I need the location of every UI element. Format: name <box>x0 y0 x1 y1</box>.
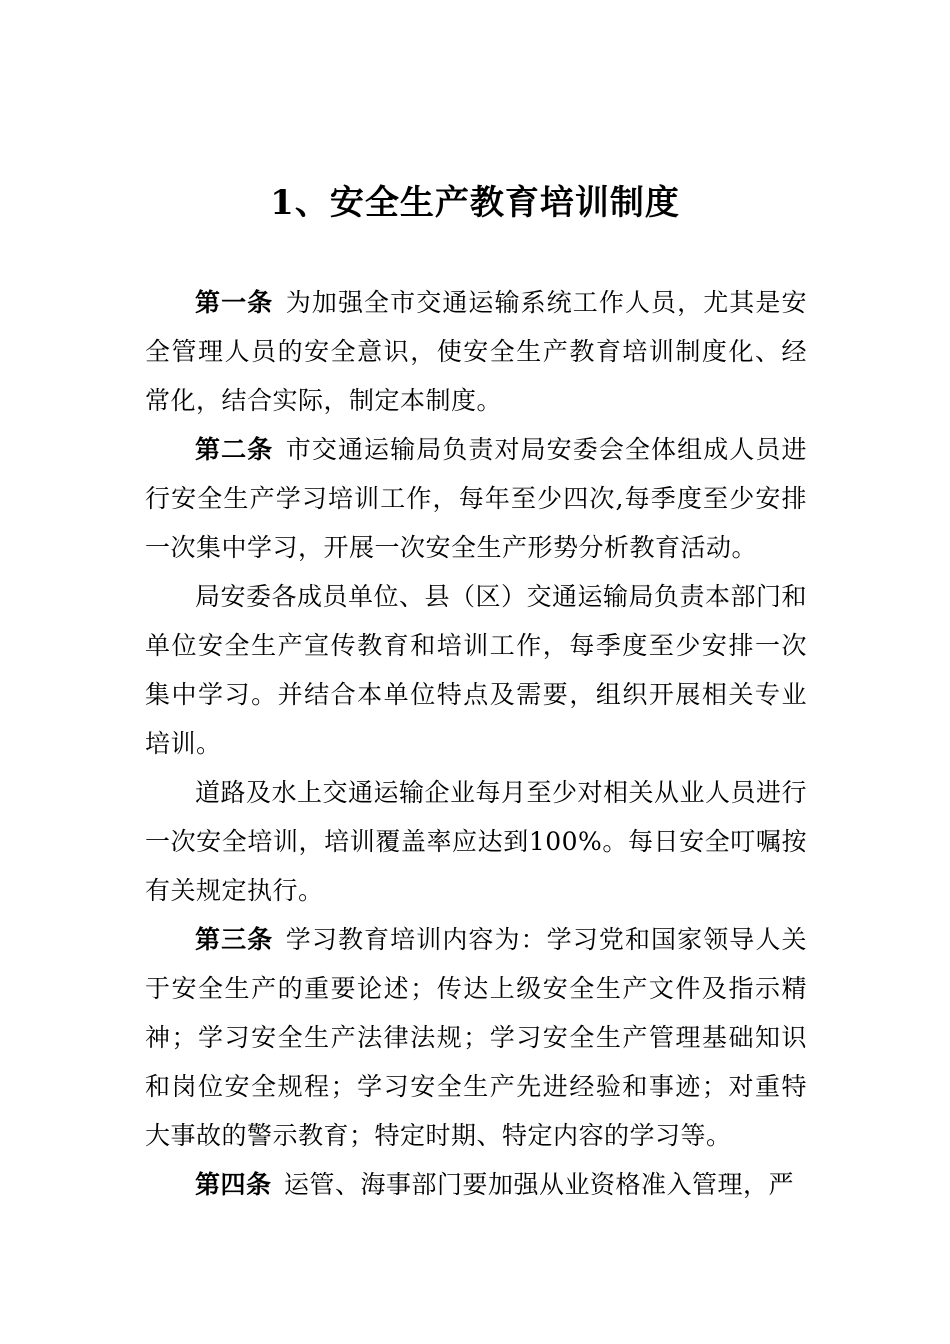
article-2-sub-paragraph-2 <box>145 768 807 915</box>
article-2-paragraph <box>145 425 807 572</box>
article-2-sub-text-2: 道路及水上交通运输企业每月至少对相关从业人员进行一次安全培训，培训覆盖率应达到100%。每日安全叮嘱按有关规定执行。 <box>145 778 808 905</box>
article-1-paragraph <box>145 278 807 425</box>
article-4-text: 运管、海事部门要加强从业资格准入管理，严 <box>284 1170 795 1199</box>
article-2-text: 市交通运输局负责对局安委会全体组成人员进行安全生产学习培训工作，每年至少四次,每季度至少安排一次集中学习，开展一次安全生产形势分析教育活动。 <box>145 435 807 562</box>
article-3-paragraph <box>145 915 807 1160</box>
document-body <box>145 278 807 1209</box>
document-title: 1、安全生产教育培训制度 <box>270 183 680 223</box>
article-3-label: 第三条 <box>195 925 274 954</box>
article-3-text: 学习教育培训内容为：学习党和国家领导人关于安全生产的重要论述；传达上级安全生产文件及指示精神；学习安全生产法律法规；学习安全生产管理基础知识和岗位安全规程；学习安全生产先进经验和事迹；对重特大事故的警示教育；特定时期、特定内容的学习等。 <box>145 925 807 1150</box>
article-1-text: 为加强全市交通运输系统工作人员，尤其是安全管理人员的安全意识，使安全生产教育培训制度化、经常化，结合实际，制定本制度。 <box>145 288 807 415</box>
article-4-paragraph <box>145 1160 807 1209</box>
article-2-label: 第二条 <box>195 435 274 464</box>
article-2-sub-text-1: 局安委各成员单位、县（区）交通运输局负责本部门和单位安全生产宣传教育和培训工作，每季度至少安排一次集中学习。并结合本单位特点及需要，组织开展相关专业培训。 <box>145 582 808 758</box>
article-2-sub-paragraph-1 <box>145 572 807 768</box>
article-4-label: 第四条 <box>195 1170 272 1199</box>
article-1-label: 第一条 <box>195 288 274 317</box>
